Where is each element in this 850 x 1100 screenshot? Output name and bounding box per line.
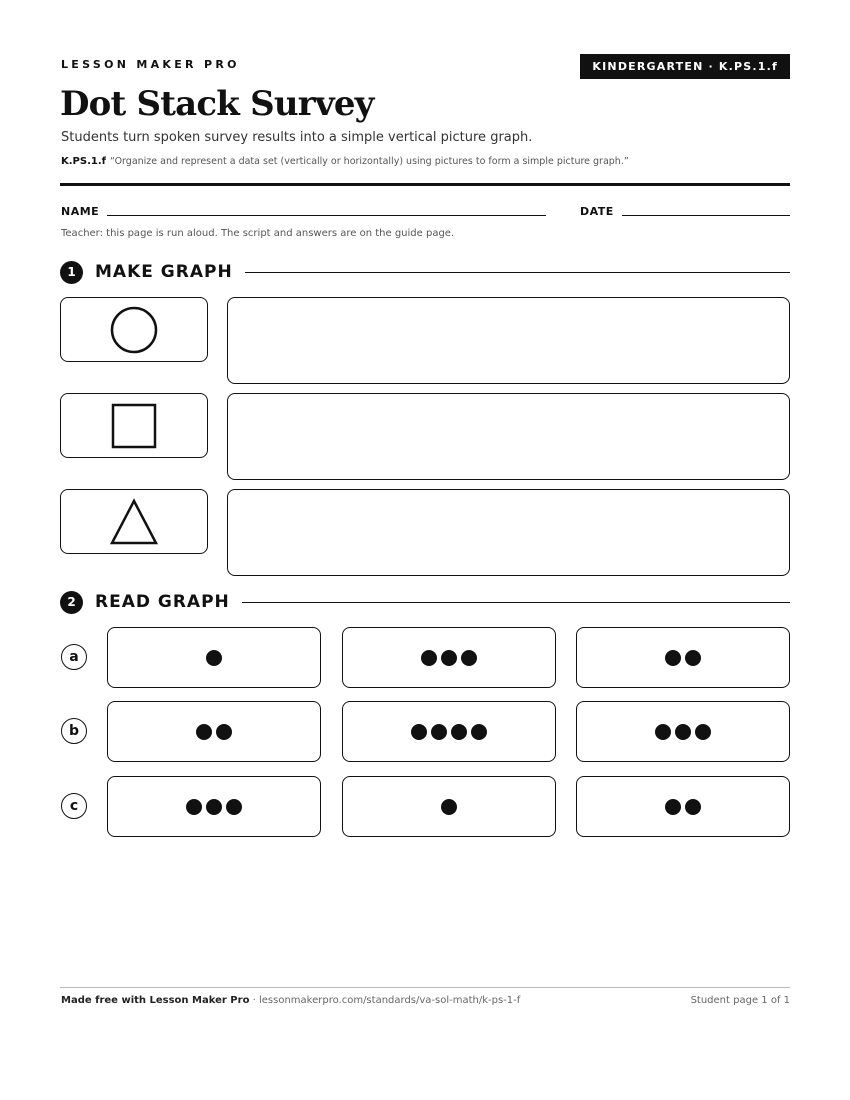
choice-box-a-1[interactable] [107, 627, 321, 688]
dot-icon [411, 724, 427, 740]
dot-icon [441, 799, 457, 815]
dot-icon [206, 799, 222, 815]
standard-text: “Organize and represent a data set (vertically or horizontally) using pictures to form a simple picture graph.” [110, 156, 629, 167]
dot-icon [665, 799, 681, 815]
footer-made-with: Made free with Lesson Maker Pro [61, 995, 250, 1006]
shape-box-triangle [60, 489, 208, 554]
dot-icon [655, 724, 671, 740]
dot-icon [685, 650, 701, 666]
standard-line [61, 156, 629, 167]
dot-icon [206, 650, 222, 666]
circle-icon [109, 305, 159, 355]
shape-box-circle [60, 297, 208, 362]
tally-box-triangle[interactable] [227, 489, 790, 576]
choice-box-c-2[interactable] [342, 776, 556, 837]
choice-box-c-3[interactable] [576, 776, 790, 837]
tally-box-square[interactable] [227, 393, 790, 480]
section-1-rule [245, 272, 790, 273]
name-field[interactable] [107, 215, 546, 216]
dot-icon [461, 650, 477, 666]
standard-code: K.PS.1.f [61, 156, 106, 167]
page-title: Dot Stack Survey [60, 84, 374, 124]
dot-icon [431, 724, 447, 740]
row-letter-a: a [61, 644, 87, 670]
dot-icon [685, 799, 701, 815]
footer-url[interactable]: · lessonmakerpro.com/standards/va-sol-math/k-ps-1-f [249, 995, 521, 1006]
section-2-title: READ GRAPH [95, 592, 230, 612]
choice-box-a-2[interactable] [342, 627, 556, 688]
choice-box-b-3[interactable] [576, 701, 790, 762]
grade-badge: KINDERGARTEN · K.PS.1.f [580, 54, 790, 79]
square-icon [109, 401, 159, 451]
section-1-title: MAKE GRAPH [95, 262, 233, 282]
dot-icon [695, 724, 711, 740]
footer-credit [61, 995, 520, 1006]
footer-page-number: Student page 1 of 1 [690, 995, 790, 1006]
tally-box-circle[interactable] [227, 297, 790, 384]
section-2-rule [242, 602, 790, 603]
date-field[interactable] [622, 215, 790, 216]
section-1-number: 1 [60, 261, 83, 284]
dot-icon [216, 724, 232, 740]
teacher-note: Teacher: this page is run aloud. The script and answers are on the guide page. [61, 228, 455, 239]
dot-icon [665, 650, 681, 666]
page-subtitle: Students turn spoken survey results into a simple vertical picture graph. [61, 130, 533, 145]
dot-icon [451, 724, 467, 740]
dot-icon [186, 799, 202, 815]
dot-icon [421, 650, 437, 666]
footer-divider [60, 987, 790, 988]
shape-box-square [60, 393, 208, 458]
choice-box-c-1[interactable] [107, 776, 321, 837]
section-2-number: 2 [60, 591, 83, 614]
choice-box-a-3[interactable] [576, 627, 790, 688]
section-2-header [60, 589, 790, 615]
date-label: DATE [580, 205, 614, 218]
dot-icon [441, 650, 457, 666]
section-1-header [60, 259, 790, 285]
triangle-icon [109, 497, 159, 547]
choice-box-b-1[interactable] [107, 701, 321, 762]
dot-icon [226, 799, 242, 815]
dot-icon [471, 724, 487, 740]
dot-icon [196, 724, 212, 740]
brand-name: LESSON MAKER PRO [61, 58, 240, 71]
name-label: NAME [61, 205, 100, 218]
dot-icon [675, 724, 691, 740]
heavy-divider [60, 183, 790, 186]
row-letter-c: c [61, 793, 87, 819]
choice-box-b-2[interactable] [342, 701, 556, 762]
row-letter-b: b [61, 718, 87, 744]
